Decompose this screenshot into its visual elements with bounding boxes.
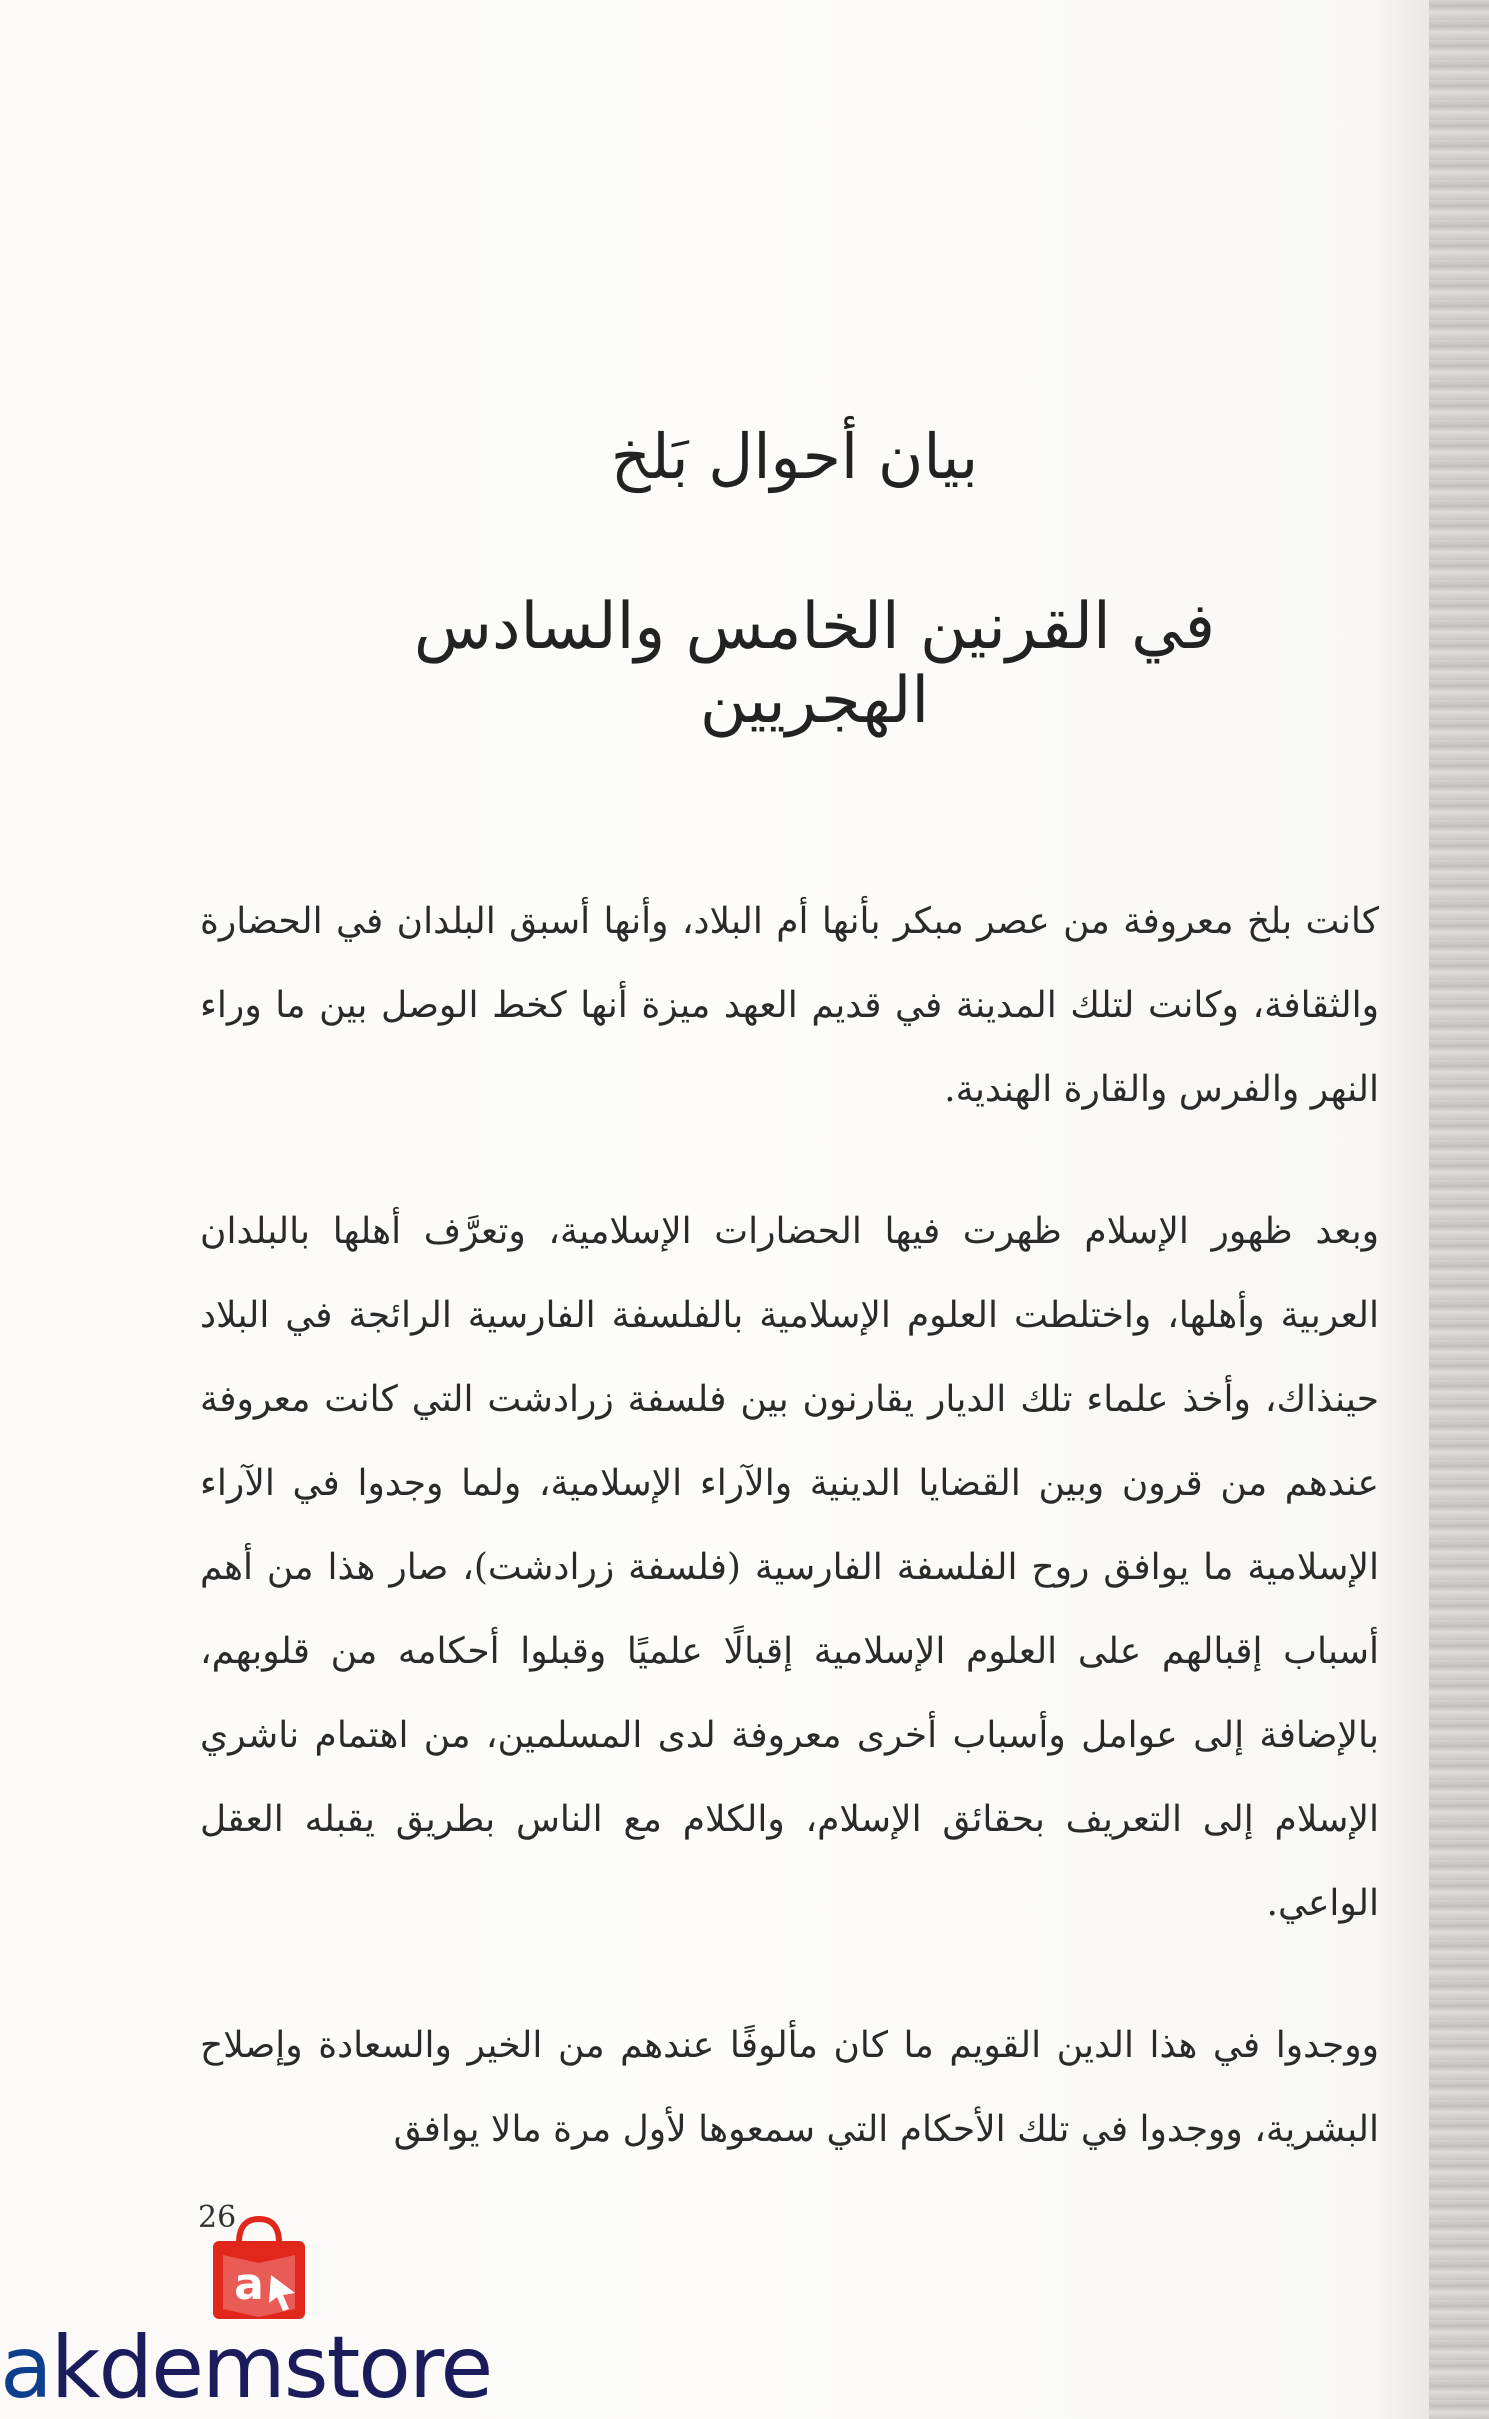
brand-wordmark: [0, 2318, 492, 2418]
akdemstore-watermark-logo: [0, 2185, 520, 2419]
badge-letter: a: [234, 2259, 264, 2310]
paragraph-3: ووجدوا في هذا الدين القويم ما كان مألوفًا عندهم من الخير والسعادة وإصلاح البشرية، ووجدوا في تلك الأحكام التي سمعوها لأول مرة مالا يوافق: [200, 2025, 1379, 2150]
brand-initial: a: [0, 2318, 51, 2418]
chapter-subtitle: في القرنين الخامس والسادس الهجريين: [413, 590, 1216, 738]
page-binding-edge: [1429, 0, 1489, 2419]
paragraph-1: كانت بلخ معروفة من عصر مبكر بأنها أم البلاد، وأنها أسبق البلدان في الحضارة والثقافة، وكانت لتلك المدينة في قديم العهد ميزة أنها كخط الوصل بين ما وراء النهر والفرس والقارة الهندية.: [200, 901, 1379, 1110]
paragraph-2: وبعد ظهور الإسلام ظهرت فيها الحضارات الإسلامية، وتعرَّف أهلها بالبلدان العربية وأهلها، واختلطت العلوم الإسلامية بالفلسفة الفارسية الرائجة في البلاد حينذاك، وأخذ علماء تلك الديار يقارنون بين فلسفة زرادشت التي كانت معروفة عندهم من قرون وبين القضايا الدينية والآراء الإسلامية، ولما وجدوا في الآراء الإسلامية ما يوافق روح الفلسفة الفارسية (فلسفة زرادشت)، صار هذا من أهم أسباب إقبالهم على العلوم الإسلامية إقبالًا علميًا وقبلوا أحكامه من قلوبهم، بالإضافة إلى عوامل وأسباب أخرى معروفة لدى المسلمين، من اهتمام ناشري الإسلام إلى التعريف بحقائق الإسلام، والكلام مع الناس بطريق يقبله العقل الواعي.: [200, 1211, 1379, 1924]
brand-name: kdemstore: [50, 2318, 492, 2418]
body-text: [200, 880, 1379, 2230]
shopping-bag-book-icon: [205, 2213, 313, 2323]
page-number: 26: [198, 2200, 237, 2235]
chapter-title: بيان أحوال بَلخ: [610, 420, 979, 493]
